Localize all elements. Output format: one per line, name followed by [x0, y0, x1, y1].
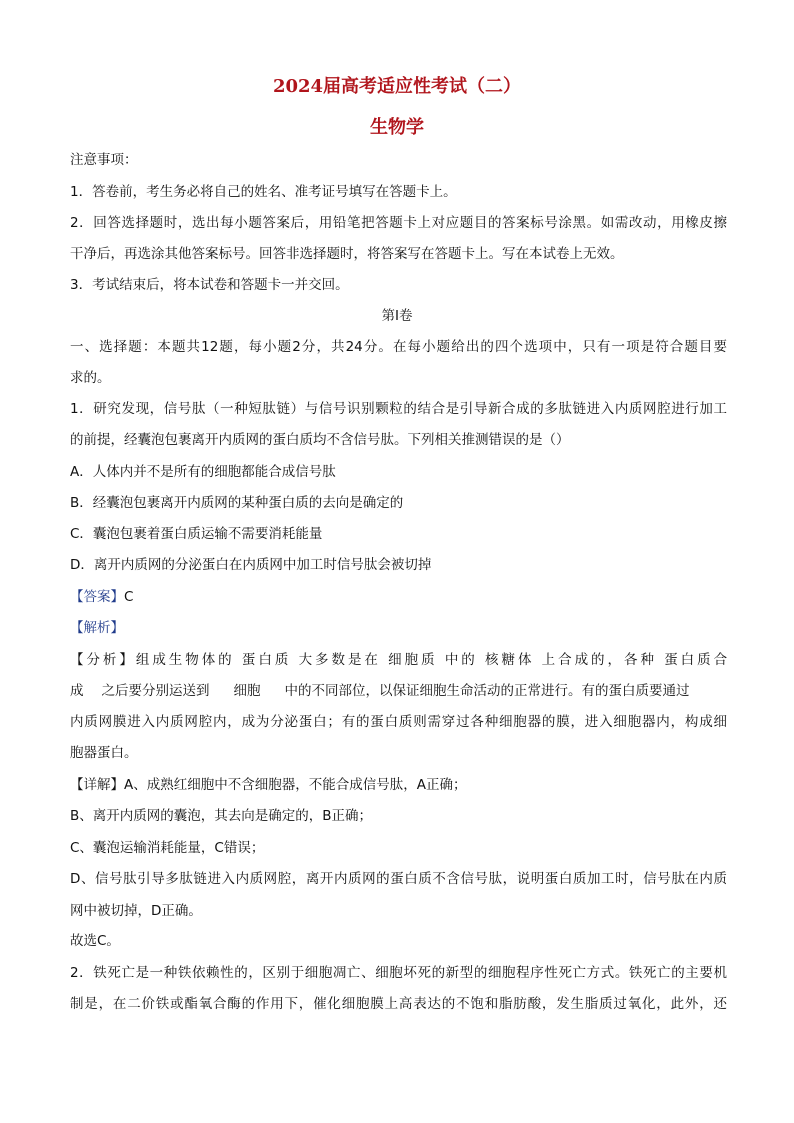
notice-item: 3．考试结束后，将本试卷和答题卡一并交回。: [70, 277, 349, 293]
question-stem: 的前提，经囊泡包裹离开内质网的蛋白质均不含信号肽。下列相关推测错误的是（）: [70, 432, 570, 448]
text-segment: 之后要分别运送到: [101, 683, 210, 699]
detail-line: B、离开内质网的囊泡，其去向是确定的，B正确；: [70, 808, 373, 824]
detail-line: 网中被切掉，D正确。: [70, 903, 202, 919]
analysis-tag: [70, 619, 727, 637]
text-segment: 蛋白质: [241, 652, 292, 668]
text-segment: A、成熟红细胞中不含细胞器，不能合成信号肽，A正确；: [124, 777, 467, 793]
fenxi-line: [70, 682, 727, 700]
notice-heading: 注意事项：: [70, 152, 138, 168]
question-stem: 制是，在二价铁或酯氧合酶的作用下，催化细胞膜上高表达的不饱和脂肪酸，发生脂质过氧化，此外，还: [70, 996, 727, 1012]
question-stem: 2．铁死亡是一种铁依赖性的，区别于细胞凋亡、细胞坏死的新型的细胞程序性死亡方式。铁死亡的主要机: [70, 965, 727, 981]
option-a: A．人体内并不是所有的细胞都能合成信号肽: [70, 464, 336, 480]
text-segment: 大多数是在: [298, 652, 381, 668]
text-segment: 成: [70, 683, 84, 699]
detail-line: D、信号肽引导多肽链进入内质网腔，离开内质网的蛋白质不含信号肽，说明蛋白质加工时，信号肽在内质: [70, 871, 727, 887]
answer-value: C: [124, 589, 134, 605]
text-segment: 中的: [444, 652, 478, 668]
question-stem: 1．研究发现，信号肽（一种短肽链）与信号识别颗粒的结合是引导新合成的多肽链进入内质网腔进行加工: [70, 401, 727, 417]
option-b: B．经囊泡包裹离开内质网的某种蛋白质的去向是确定的: [70, 495, 404, 511]
fenxi-tag: 【分析】: [70, 652, 136, 668]
text-segment: 组成生物体的: [135, 652, 235, 668]
text-segment: 细胞: [233, 683, 261, 699]
text-segment: 蛋白质合: [664, 652, 728, 668]
text-segment: 细胞质: [388, 652, 438, 668]
notice-item: 2．回答选择题时，选出每小题答案后，用铅笔把答题卡上对应题目的答案标号涂黑。如需改动，用橡皮擦: [70, 215, 727, 231]
option-c: C．囊泡包裹着蛋白质运输不需要消耗能量: [70, 526, 323, 542]
detail-tag: 【详解】: [70, 777, 124, 793]
option-d: D．离开内质网的分泌蛋白在内质网中加工时信号肽会被切掉: [70, 557, 432, 573]
analysis-label: 【解析】: [70, 620, 124, 636]
notice-item: 干净后，再选涂其他答案标号。回答非选择题时，将答案写在答题卡上。写在本试卷上无效。: [70, 246, 624, 262]
text-segment: 核糖体: [485, 652, 535, 668]
text-segment: 中的不同部位，以保证细胞生命活动的正常进行。有的蛋白质要通过: [284, 683, 690, 699]
detail-line: 故选C。: [70, 933, 120, 949]
detail-line: [70, 776, 727, 794]
notice-item: 1．答卷前，考生务必将自己的姓名、准考证号填写在答题卡上。: [70, 184, 457, 200]
detail-line: C、囊泡运输消耗能量，C错误；: [70, 840, 265, 856]
subject-title: 生物学: [370, 117, 424, 138]
fenxi-line: 内质网膜进入内质网腔内，成为分泌蛋白；有的蛋白质则需穿过各种细胞器的膜，进入细胞器内，构成细: [70, 714, 727, 730]
text-segment: 上合成的，各种: [541, 652, 657, 668]
section-heading: 第I卷: [381, 308, 413, 324]
fenxi-line: [70, 651, 727, 669]
answer-tag: 【答案】: [70, 589, 124, 605]
exam-title: 2024届高考适应性考试（二）: [272, 76, 522, 97]
part-instructions: 求的。: [70, 370, 111, 386]
answer-line: [70, 588, 727, 606]
fenxi-line: 胞器蛋白。: [70, 745, 138, 761]
part-instructions: 一、选择题：本题共12题，每小题2分，共24分。在每小题给出的四个选项中，只有一项是符合题目要: [70, 339, 727, 355]
